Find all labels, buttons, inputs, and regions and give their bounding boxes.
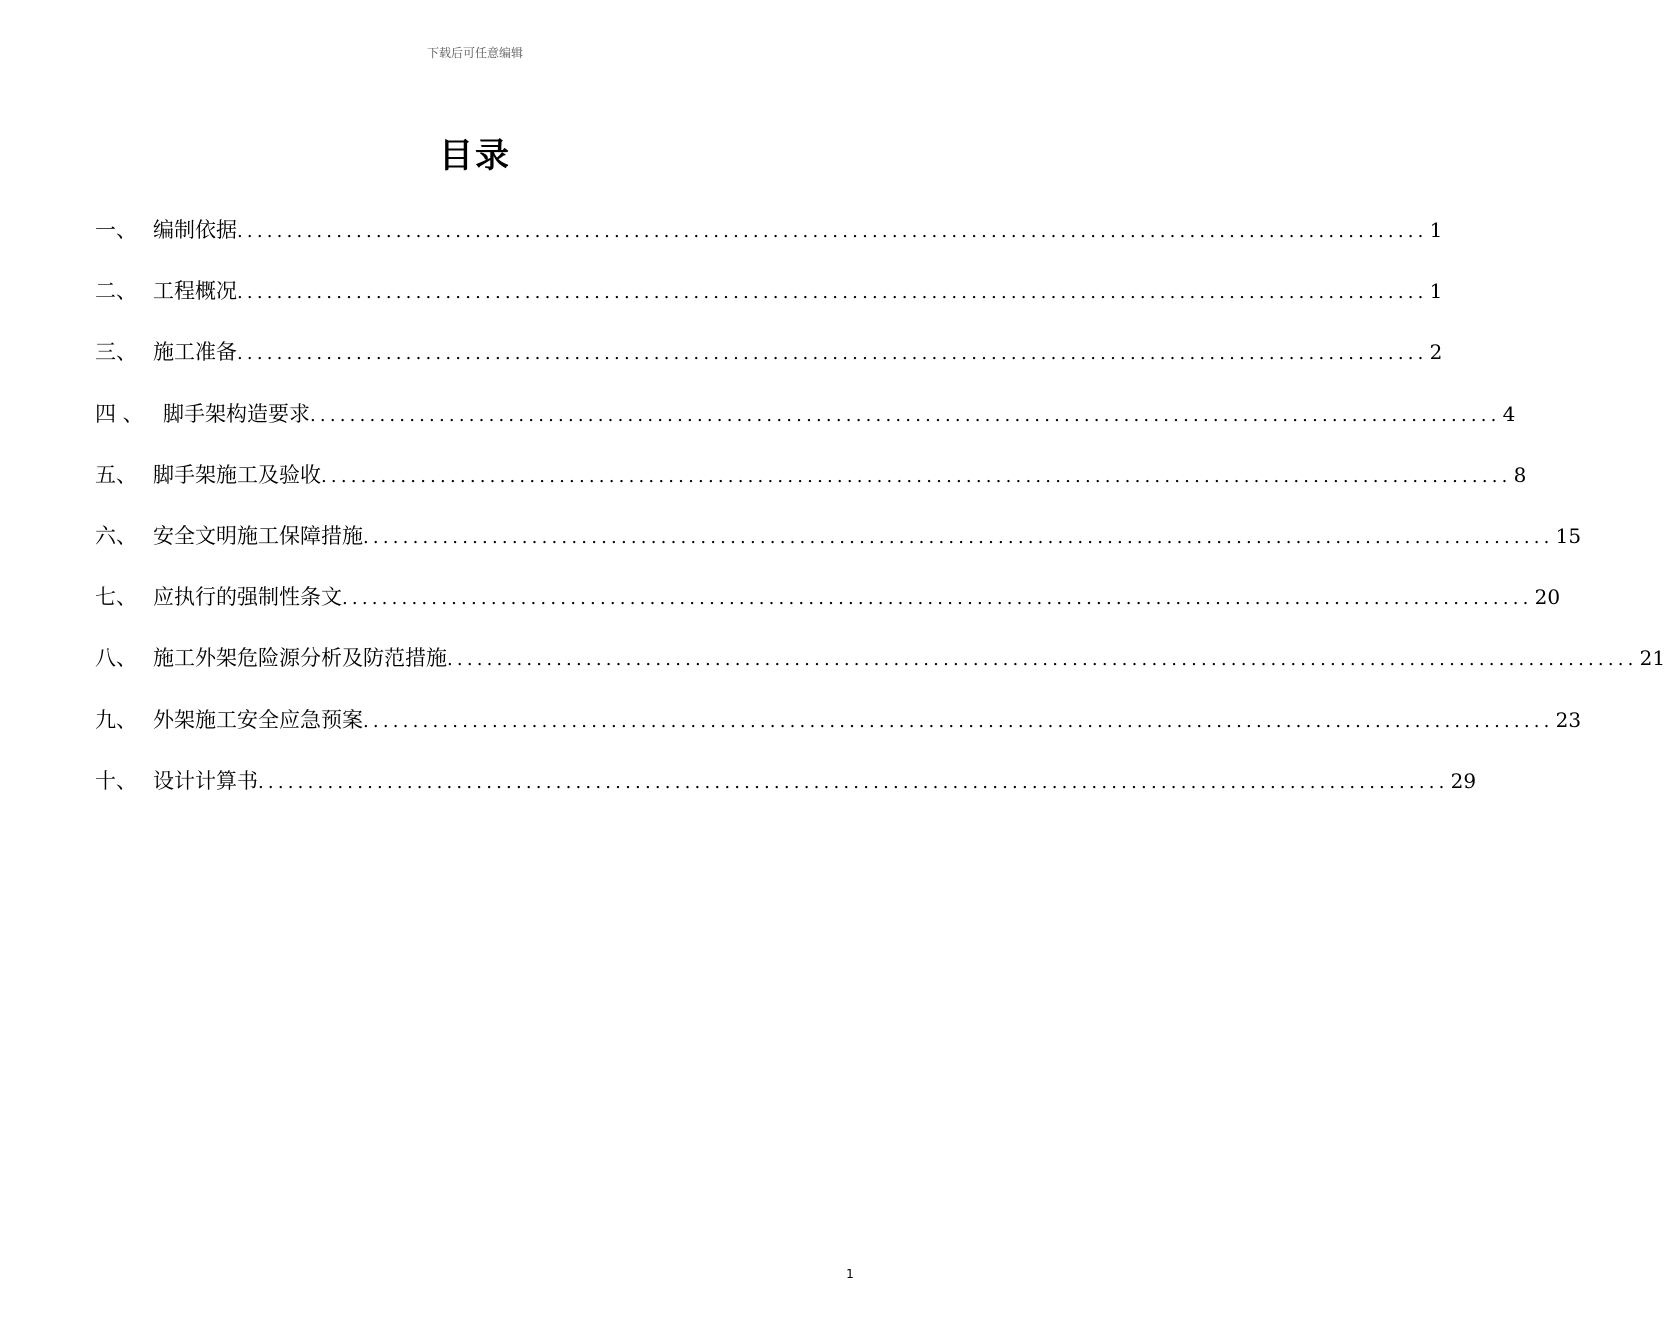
toc-entry-title: 施工准备 bbox=[153, 340, 237, 365]
toc-entry-number: 七、 bbox=[95, 585, 137, 610]
toc-entry-title: 设计计算书 bbox=[153, 768, 258, 793]
toc-entry-10[interactable] bbox=[95, 761, 1477, 822]
toc-entry-page: 20 bbox=[1534, 585, 1561, 610]
toc-dot-leader: ........................................................................................................................ bbox=[310, 404, 1501, 426]
toc-entry-number: 九、 bbox=[95, 707, 137, 732]
toc-entry-number: 五、 bbox=[95, 462, 137, 487]
toc-entry-4[interactable] bbox=[95, 394, 1516, 455]
toc-entry-1[interactable] bbox=[95, 210, 1443, 271]
toc-entry-page: 21 bbox=[1639, 646, 1665, 671]
toc-entry-6[interactable] bbox=[95, 516, 1582, 577]
toc-entry-title: 安全文明施工保障措施 bbox=[153, 523, 363, 548]
toc-dot-leader: ........................................................................................................................ bbox=[363, 710, 1554, 732]
toc-entry-title: 施工外架危险源分析及防范措施 bbox=[153, 646, 447, 671]
toc-dot-leader: ........................................................................................................................ bbox=[237, 343, 1428, 365]
toc-dot-leader: ........................................................................................................................ bbox=[321, 465, 1512, 487]
toc-dot-leader: ........................................................................................................................ bbox=[363, 526, 1554, 548]
toc-entry-number: 十、 bbox=[95, 768, 137, 793]
toc-entry-page: 1 bbox=[1429, 218, 1443, 242]
toc-entry-title: 外架施工安全应急预案 bbox=[153, 707, 363, 732]
toc-entry-title: 脚手架构造要求 bbox=[163, 401, 310, 426]
toc-entry-5[interactable] bbox=[95, 455, 1527, 516]
toc-dot-leader: ........................................................................................................................ bbox=[237, 221, 1428, 242]
toc-entry-2[interactable] bbox=[95, 271, 1443, 332]
toc-entry-number: 八、 bbox=[95, 646, 137, 671]
toc-entry-number: 一、 bbox=[95, 218, 137, 242]
toc-entry-number: 三、 bbox=[95, 340, 137, 365]
page-number: 1 bbox=[846, 1267, 854, 1281]
document-title: 目录 bbox=[439, 136, 511, 176]
toc-entry-page: 15 bbox=[1555, 523, 1582, 548]
toc-entry-number: 二、 bbox=[95, 279, 137, 304]
toc-entry-page: 8 bbox=[1513, 462, 1527, 487]
toc-entry-number: 四 、 bbox=[95, 401, 144, 426]
toc-entry-title: 工程概况 bbox=[153, 279, 237, 304]
toc-entry-title: 编制依据 bbox=[153, 218, 237, 242]
toc-entry-page: 29 bbox=[1450, 768, 1477, 793]
toc-dot-leader: ........................................................................................................................ bbox=[258, 771, 1449, 793]
header-note: 下载后可任意编辑 bbox=[426, 46, 523, 60]
toc-dot-leader: ........................................................................................................................ bbox=[342, 588, 1533, 610]
toc-entry-page: 23 bbox=[1555, 707, 1582, 732]
toc-entry-3[interactable] bbox=[95, 332, 1443, 393]
toc-entry-8[interactable] bbox=[95, 638, 1665, 699]
toc-entry-number: 六、 bbox=[95, 523, 137, 548]
toc-entry-page: 2 bbox=[1429, 340, 1443, 365]
toc-dot-leader: ........................................................................................................................ bbox=[237, 282, 1428, 304]
toc-entry-7[interactable] bbox=[95, 577, 1561, 638]
toc-dot-leader: ........................................................................................................................ bbox=[447, 649, 1638, 671]
toc-entry-9[interactable] bbox=[95, 700, 1582, 761]
toc-entry-page: 4 bbox=[1502, 401, 1516, 426]
toc-entry-title: 应执行的强制性条文 bbox=[153, 585, 342, 610]
toc-entry-title: 脚手架施工及验收 bbox=[153, 462, 321, 487]
toc-entry-page: 1 bbox=[1429, 279, 1443, 304]
table-of-contents bbox=[95, 210, 1665, 822]
